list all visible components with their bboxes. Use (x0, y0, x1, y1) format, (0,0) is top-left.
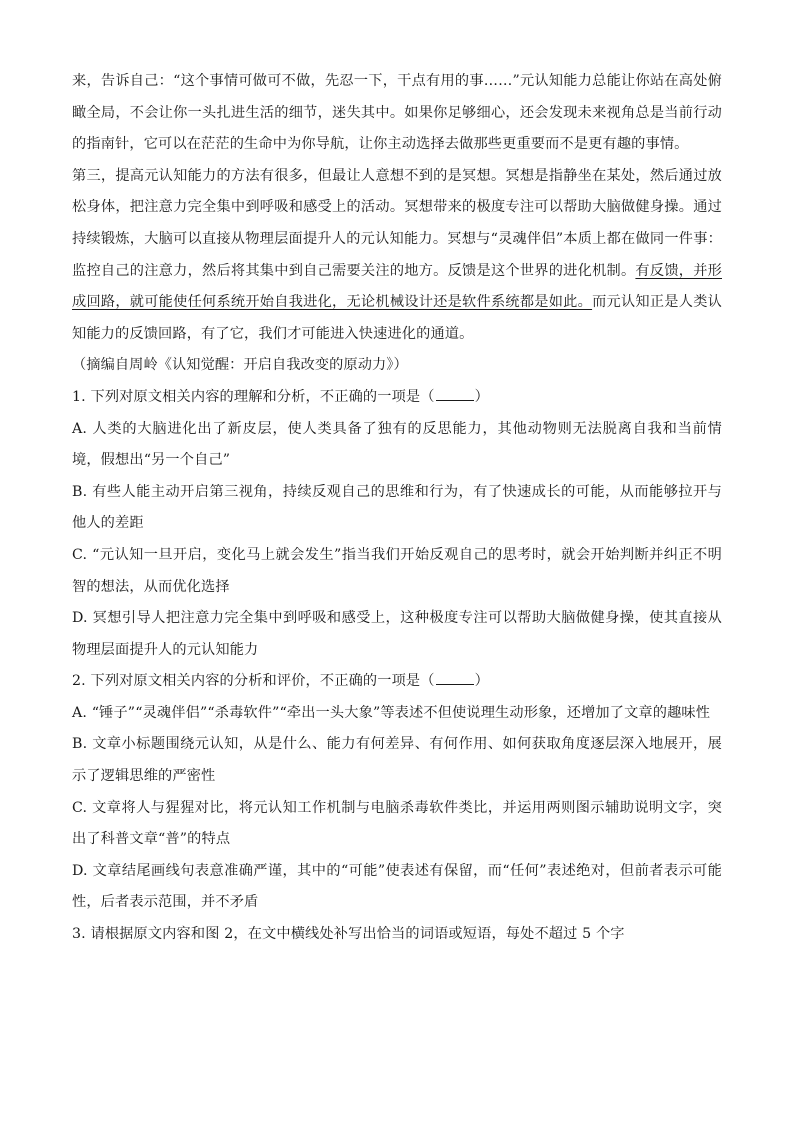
question-1-option-d: D. 冥想引导人把注意力完全集中到呼吸和感受上，这种极度专注可以帮助大脑做健身操，使其直接从物理层面提升人的元认知能力 (72, 610, 722, 658)
passage-paragraph-1: 来，告诉自己：“这个事情可做可不做，先忍一下，干点有用的事……”元认知能力总能让你站在高处俯瞰全局，不会让你一头扎进生活的细节，迷失其中。如果你足够细心，还会发现未来视角总是当前行动的指南针，它可以在茫茫的生命中为你导航，让你主动选择去做那些更重要而不是更有趣的事情。 (72, 73, 722, 153)
question-2-option-b: B. 文章小标题围绕元认知，从是什么、能力有何差异、有何作用、如何获取角度逐层深入地展开，展示了逻辑思维的严密性 (72, 736, 722, 785)
passage-paragraph-2 (72, 161, 722, 351)
question-3-stem: 3. 请根据原文内容和图 2，在文中横线处补写出恰当的词语或短语，每处不超过 5 个字 (72, 926, 625, 943)
question-1 (72, 382, 722, 666)
question-2-stem: 2. 下列对原文相关内容的分析和评价，不正确的一项是（ ） (72, 673, 489, 690)
answer-blank[interactable] (436, 388, 474, 401)
answer-blank[interactable] (436, 672, 474, 685)
passage-paragraph-2-tail: 而元认知正是人类认知能力的反馈回路，有了它，我们才可能进入快速进化的通道。 (72, 294, 722, 342)
question-2-option-a: A. “锤子”“灵魂伴侣”“杀毒软件”“牵出一头大象”等表述不但使说理生动形象，还增加了文章的趣味性 (72, 704, 711, 721)
passage-paragraph-2-text: 第三，提高元认知能力的方法有很多，但最让人意想不到的是冥想。冥想是指静坐在某处，然后通过放松身体，把注意力完全集中到呼吸和感受上的活动。冥想带来的极度专注可以帮助大脑做健身操。通过持续锻炼，大脑可以直接从物理层面提升人的元认知能力。冥想与“灵魂伴侣”本质上都在做同一件事：监控自己的注意力，然后将其集中到自己需要关注的地方。反馈是这个世界的进化机制。 (72, 167, 722, 279)
passage-source: （摘编自周岭《认知觉醒：开启自我改变的原动力》） (72, 357, 408, 374)
document-page (72, 66, 722, 951)
question-2-option-d: D. 文章结尾画线句表意准确严谨，其中的“可能”使表述有保留，而“任何”表述绝对，但前者表示可能性，后者表示范围，并不矛盾 (72, 862, 722, 911)
question-2 (72, 666, 722, 919)
question-1-option-b: B. 有些人能主动开启第三视角，持续反观自己的思维和行为，有了快速成长的可能，从而能够拉开与他人的差距 (72, 483, 722, 532)
underlined-sentence: 有反馈，并形成回路，就可能使任何系统开始自我进化，无论机械设计还是软件系统都是如此。 (72, 262, 722, 311)
question-1-stem: 1. 下列对原文相关内容的理解和分析，不正确的一项是（ ） (72, 388, 489, 405)
question-2-option-c: C. 文章将人与猩猩对比，将元认知工作机制与电脑杀毒软件类比，并运用两则图示辅助说明文字，突出了科普文章“普”的特点 (72, 799, 722, 848)
question-1-option-a: A. 人类的大脑进化出了新皮层，使人类具备了独有的反思能力，其他动物则无法脱离自我和当前情境，假想出“另一个自己” (72, 420, 722, 469)
question-3 (72, 919, 722, 951)
question-1-option-c: C. “元认知一旦开启，变化马上就会发生”指当我们开始反观自己的思考时，就会开始判断并纠正不明智的想法，从而优化选择 (72, 546, 722, 595)
